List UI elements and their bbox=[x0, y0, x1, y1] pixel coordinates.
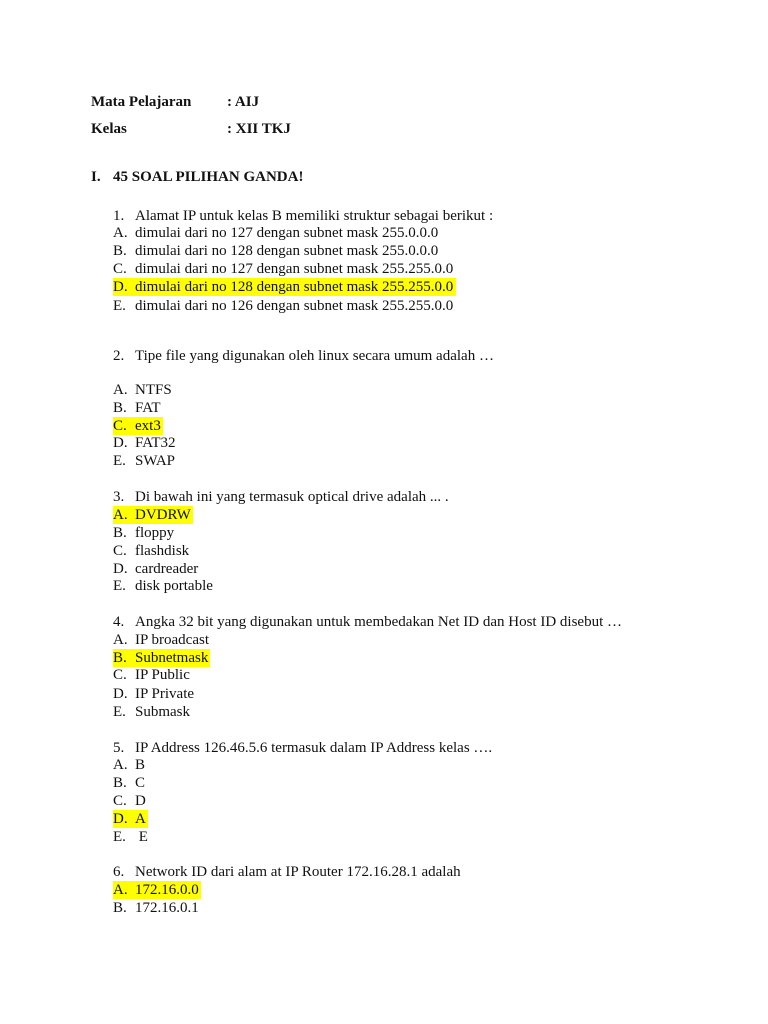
option-text: cardreader bbox=[135, 561, 199, 577]
subject-label: Mata Pelajaran bbox=[91, 94, 192, 110]
option-letter: A. bbox=[113, 757, 128, 773]
question-text: Alamat IP untuk kelas B memiliki struktur sebagai berikut : bbox=[135, 208, 494, 224]
question-number: 2. bbox=[113, 348, 125, 364]
question-number: 1. bbox=[113, 208, 125, 224]
option-text: NTFS bbox=[135, 382, 172, 398]
option-text: IP Private bbox=[135, 686, 195, 702]
option-letter: C. bbox=[113, 793, 127, 809]
class-value: : XII TKJ bbox=[227, 121, 291, 137]
option-text: FAT bbox=[135, 400, 161, 416]
option-text: DVDRW bbox=[135, 507, 191, 523]
option-letter: D. bbox=[113, 811, 128, 827]
question-number: 6. bbox=[113, 864, 125, 880]
option-text: ext3 bbox=[135, 418, 161, 434]
option-text: SWAP bbox=[135, 453, 176, 469]
question-number: 4. bbox=[113, 614, 125, 630]
option-letter: A. bbox=[113, 225, 128, 241]
option-text: B bbox=[135, 757, 146, 773]
option-text: IP Public bbox=[135, 667, 190, 683]
option-letter: D. bbox=[113, 686, 128, 702]
question-text: Di bawah ini yang termasuk optical drive adalah ... . bbox=[135, 489, 449, 505]
option-letter: C. bbox=[113, 418, 127, 434]
option-text: dimulai dari no 128 dengan subnet mask 255.255.0.0 bbox=[135, 279, 454, 295]
question-text: Network ID dari alam at IP Router 172.16.28.1 adalah bbox=[135, 864, 461, 880]
question-text: IP Address 126.46.5.6 termasuk dalam IP Address kelas …. bbox=[135, 740, 493, 756]
option-text: dimulai dari no 128 dengan subnet mask 255.0.0.0 bbox=[135, 243, 439, 259]
option-letter: B. bbox=[113, 900, 127, 916]
option-letter: B. bbox=[113, 400, 127, 416]
option-text: dimulai dari no 127 dengan subnet mask 255.255.0.0 bbox=[135, 261, 454, 277]
option-text: D bbox=[135, 793, 146, 809]
option-letter: E. bbox=[113, 298, 126, 314]
option-letter: E. bbox=[113, 704, 126, 720]
option-letter: B. bbox=[113, 775, 127, 791]
option-letter: A. bbox=[113, 882, 128, 898]
class-label: Kelas bbox=[91, 121, 127, 137]
question-text: Angka 32 bit yang digunakan untuk membedakan Net ID dan Host ID disebut … bbox=[135, 614, 622, 630]
option-letter: D. bbox=[113, 561, 128, 577]
option-letter: A. bbox=[113, 382, 128, 398]
option-letter: C. bbox=[113, 667, 127, 683]
option-text: IP broadcast bbox=[135, 632, 210, 648]
option-text: FAT32 bbox=[135, 435, 176, 451]
option-letter: B. bbox=[113, 650, 127, 666]
option-text: disk portable bbox=[135, 578, 213, 594]
option-letter: B. bbox=[113, 243, 127, 259]
option-text: Subnetmask bbox=[135, 650, 209, 666]
option-letter: D. bbox=[113, 435, 128, 451]
option-text: E bbox=[135, 829, 148, 845]
option-letter: C. bbox=[113, 543, 127, 559]
subject-value: : AIJ bbox=[227, 94, 260, 110]
option-letter: A. bbox=[113, 632, 128, 648]
option-text: dimulai dari no 127 dengan subnet mask 255.0.0.0 bbox=[135, 225, 439, 241]
section-number: I. bbox=[91, 169, 101, 185]
section-heading: 45 SOAL PILIHAN GANDA! bbox=[113, 169, 304, 185]
option-text: dimulai dari no 126 dengan subnet mask 255.255.0.0 bbox=[135, 298, 454, 314]
option-text: 172.16.0.1 bbox=[135, 900, 199, 916]
option-letter: E. bbox=[113, 453, 126, 469]
option-text: flashdisk bbox=[135, 543, 190, 559]
option-letter: B. bbox=[113, 525, 127, 541]
option-text: 172.16.0.0 bbox=[135, 882, 199, 898]
option-letter: E. bbox=[113, 578, 126, 594]
option-letter: A. bbox=[113, 507, 128, 523]
option-text: C bbox=[135, 775, 146, 791]
option-text: Submask bbox=[135, 704, 191, 720]
option-text: floppy bbox=[135, 525, 175, 541]
question-number: 3. bbox=[113, 489, 125, 505]
option-letter: E. bbox=[113, 829, 126, 845]
option-text: A bbox=[135, 811, 146, 827]
question-text: Tipe file yang digunakan oleh linux secara umum adalah … bbox=[135, 348, 494, 364]
option-letter: C. bbox=[113, 261, 127, 277]
question-number: 5. bbox=[113, 740, 125, 756]
option-letter: D. bbox=[113, 279, 128, 295]
